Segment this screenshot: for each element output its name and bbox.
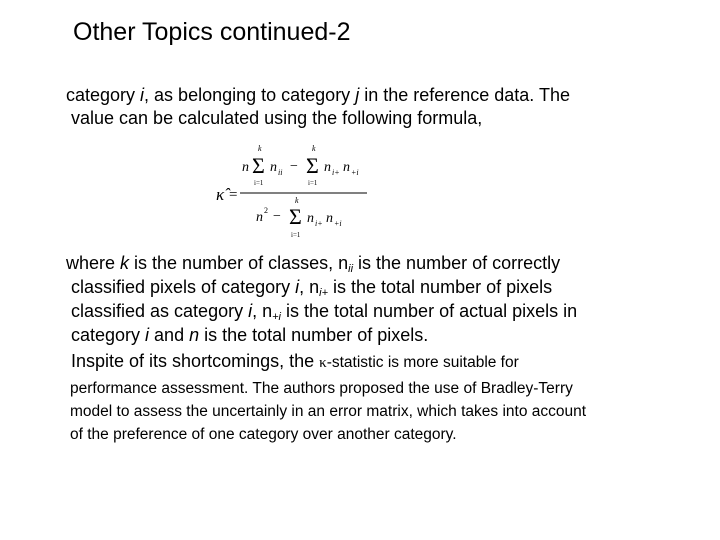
term-ni-plus: n [324,160,331,175]
variable-i: i [140,85,145,105]
text-run: and [149,325,190,345]
text-run: in the reference data. The [359,85,570,105]
text-run: is the number of classes, n [129,253,349,273]
text-run: classified pixels of category [71,277,296,297]
variable-i: i [248,301,253,321]
variable-i: i [295,277,300,297]
subscript-i-plus: i+ [319,287,328,299]
term-nplus-i: n [343,160,350,175]
text-run: model to assess the uncertainly in an error matrix, which takes into account [70,403,587,420]
body-line-2 [71,107,482,129]
subscript-ii: ii [348,263,354,275]
text-run: is the number of correctly [353,253,561,273]
minus-sign: − [290,159,298,174]
text-run: -statistic is more suitable for [326,354,519,371]
kappa-hat: κ̂ [216,185,225,204]
term-ni-plus-sub: i+ [332,168,340,177]
text-run: of the preference of one category over another category. [70,426,457,443]
body-line-9 [70,402,586,422]
sum-lower-3: i=1 [291,231,301,239]
body-line-3 [66,252,560,274]
term-nii-sub: ii [278,168,283,177]
text-run: category [66,85,141,105]
text-run: classified as category [71,301,249,321]
body-line-5 [71,300,577,322]
den-exp: 2 [264,206,268,215]
body-line-8 [70,379,573,399]
variable-j: j [355,85,360,105]
variable-k: k [120,253,130,273]
term-nii: n [270,160,277,175]
sum-lower-1: i=1 [254,179,264,187]
sum-upper-2: k [312,144,316,153]
text-run: value can be calculated using the following formula, [71,108,483,128]
kappa-symbol: κ [319,355,327,371]
sum-lower-2: i=1 [308,179,318,187]
body-line-6 [71,324,428,346]
text-run: is the total number of pixels. [199,325,429,345]
text-run: where [66,253,121,273]
sigma-3: Σ [289,204,302,229]
term-nplus-i-sub: +i [351,168,359,177]
num-coef-n: n [242,160,249,175]
sigma-1: Σ [252,153,265,178]
sum-upper-3: k [295,196,299,205]
variable-i: i [145,325,150,345]
kappa-formula [212,140,372,246]
minus-sign-den: − [273,209,281,224]
sum-upper-1: k [258,144,262,153]
den-nplus-i: n [326,211,333,226]
equals-sign: = [229,187,238,203]
den-ni-plus: n [307,211,314,226]
text-run: , n [299,277,320,297]
text-run: category [71,325,146,345]
text-run: Inspite of its shortcomings, the [71,351,320,371]
text-run: , n [252,301,273,321]
den-nplus-i-sub: +i [334,219,342,228]
subscript-plus-i: +i [272,311,281,323]
slide-title: Other Topics continued-2 [73,18,351,46]
text-run: is the total number of actual pixels in [280,301,578,321]
sigma-2: Σ [306,153,319,178]
body-line-10 [70,425,457,445]
text-run: is the total number of pixels [328,277,553,297]
body-line-4 [71,276,552,298]
body-line-7 [71,350,519,374]
text-run: , as belonging to category [144,85,356,105]
text-run: performance assessment. The authors proposed the use of Bradley-Terry [70,380,573,397]
den-ni-plus-sub: i+ [315,219,323,228]
den-n: n [256,210,263,225]
variable-n: n [189,325,200,345]
body-line-1 [66,84,570,106]
